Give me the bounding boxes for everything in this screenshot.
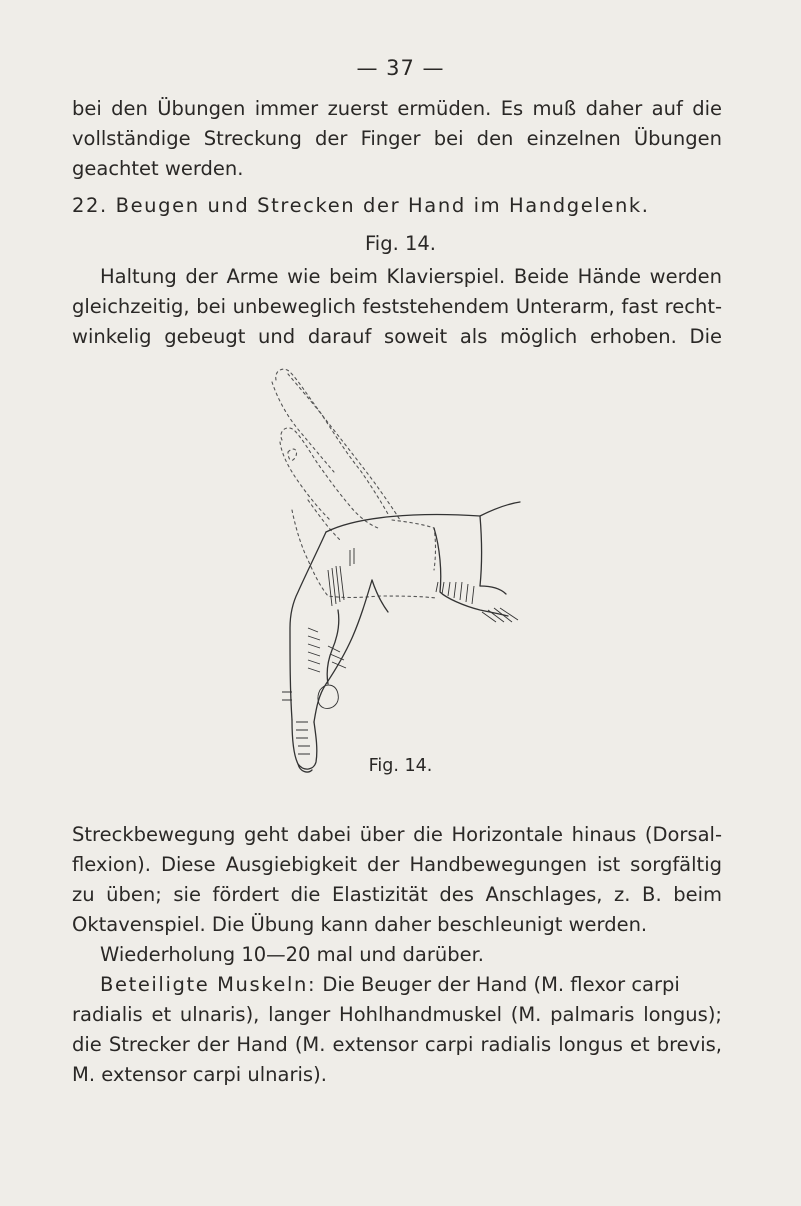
muscles-label: Beteiligte Muskeln: <box>100 973 317 996</box>
text-line: Wiederholung 10—20 mal und darüber. <box>100 943 485 966</box>
hand-drawing <box>268 360 524 778</box>
text-line: M. extensor carpi ulnaris). <box>72 1063 327 1086</box>
description-paragraph <box>72 262 722 352</box>
text-line: die Strecker der Hand (M. extensor carpi radialis longus et brevis, <box>72 1033 722 1056</box>
text-line: geachtet werden. <box>72 157 244 180</box>
text-line: radialis et ulnaris), langer Hohlhandmuskel (M. palmaris longus); <box>72 1003 722 1026</box>
continuation-paragraph <box>72 820 722 970</box>
text-line: gleichzeitig, bei unbeweglich feststehendem Unterarm, fast recht- <box>72 295 722 318</box>
text-line: zu üben; sie fördert die Elastizität des Anschlages, z. B. beim <box>72 883 722 906</box>
figure-caption: Fig. 14. <box>368 756 433 776</box>
heading-text: 22. Beugen und Strecken der Hand im Handgelenk. <box>72 194 650 217</box>
figure-14-illustration <box>268 360 524 778</box>
text-line: flexion). Diese Ausgiebigkeit der Handbewegungen ist sorgfältig <box>72 853 722 876</box>
text-line: bei den Übungen immer zuerst ermüden. Es muß daher auf die <box>72 97 722 120</box>
muscles-text: Die Beuger der Hand (M. flexor carpi <box>316 973 680 996</box>
section-heading <box>72 191 722 221</box>
figure-reference: Fig. 14. <box>364 232 436 255</box>
text-line: winkelig gebeugt und darauf soweit als möglich erhoben. Die <box>72 325 722 348</box>
page-number: — 37 — <box>356 56 445 80</box>
intro-paragraph <box>72 94 722 184</box>
muscles-paragraph <box>72 970 722 1090</box>
text-line <box>72 970 722 1000</box>
text-line: Oktavenspiel. Die Übung kann daher beschleunigt werden. <box>72 913 648 936</box>
text-line: Haltung der Arme wie beim Klavierspiel. Beide Hände werden <box>100 265 722 288</box>
text-line: vollständige Streckung der Finger bei den einzelnen Übungen <box>72 127 722 150</box>
text-line: Streckbewegung geht dabei über die Horizontale hinaus (Dorsal- <box>72 823 722 846</box>
